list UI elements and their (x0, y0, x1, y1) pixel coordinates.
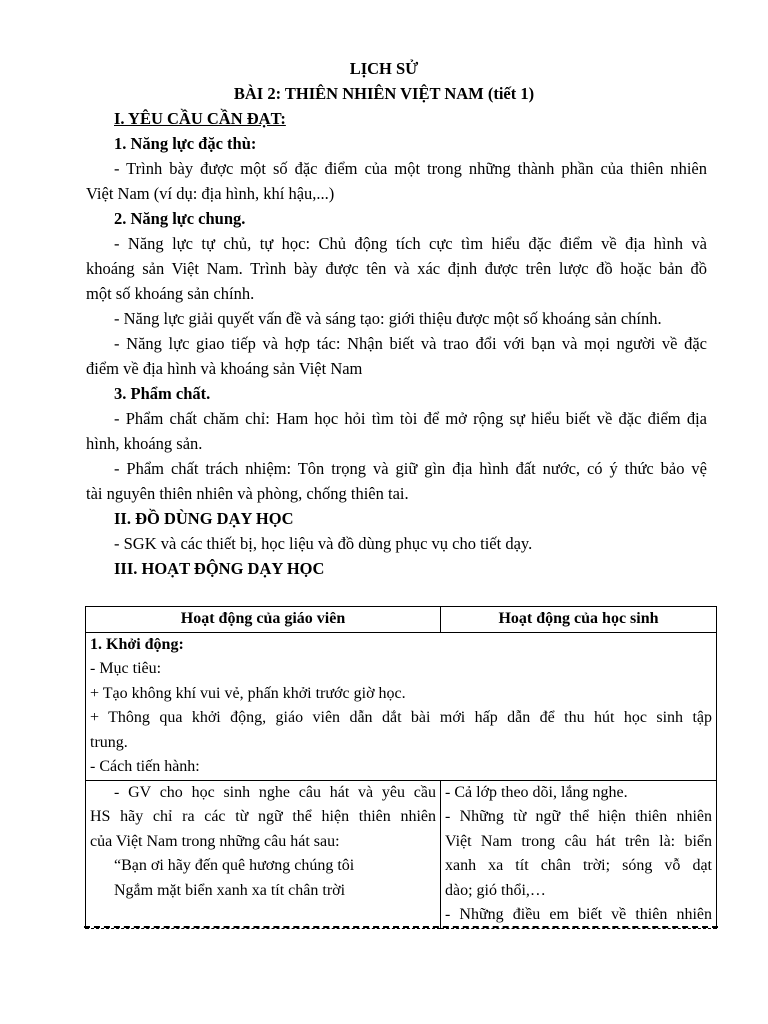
cell-line: - Những điều em biết về thiên nhiên (445, 906, 712, 923)
paragraph-line: hình, khoáng sản. (86, 434, 203, 453)
table-row (86, 780, 717, 928)
qualities-heading: 3. Phẩm chất. (114, 384, 211, 403)
teaching-activities-heading: III. HOẠT ĐỘNG DẠY HỌC (114, 559, 325, 578)
paragraph-line: - Phẩm chất chăm chỉ: Ham học hỏi tìm tòi để mở rộng sự hiểu biết về đặc điểm địa (114, 409, 707, 428)
paragraph-line: một số khoáng sản chính. (86, 284, 255, 303)
cell-line: - GV cho học sinh nghe câu hát và yêu cầu (114, 783, 436, 801)
paragraph-line: - SGK và các thiết bị, học liệu và đồ dùng phục vụ cho tiết dạy. (114, 534, 533, 553)
lesson-title: BÀI 2: THIÊN NHIÊN VIỆT NAM (tiết 1) (233, 84, 535, 103)
paragraph-line: - Năng lực giải quyết vấn đề và sáng tạo: giới thiệu được một số khoáng sản chính. (114, 309, 662, 328)
cell-line: trung. (90, 733, 128, 751)
warmup-heading: 1. Khởi động: (90, 635, 184, 653)
cell-line: - Những từ ngữ thể hiện thiên nhiên (445, 808, 712, 825)
teacher-activity-cell (86, 780, 441, 928)
page-cut-divider (84, 926, 718, 928)
teacher-column-header: Hoạt động của giáo viên (86, 607, 441, 633)
cell-line: Việt Nam trong câu hát trên là: biển (445, 832, 712, 850)
cell-line: + Tạo không khí vui vẻ, phấn khởi trước giờ học. (90, 684, 406, 702)
cell-line: HS hãy chỉ ra các từ ngữ thể hiện thiên nhiên (90, 808, 436, 825)
paragraph-line: - Phẩm chất trách nhiệm: Tôn trọng và giữ gìn địa hình đất nước, có ý thức bảo vệ (114, 459, 707, 478)
student-activity-cell (441, 780, 717, 928)
specific-competence-heading: 1. Năng lực đặc thù: (114, 134, 257, 153)
cell-line: - Cách tiến hành: (90, 758, 200, 775)
cell-line: xanh xa tít chân trời; sóng vỗ dạt (445, 857, 712, 874)
paragraph-line: tài nguyên thiên nhiên và phòng, chống thiên tai. (86, 484, 409, 503)
activities-table (85, 606, 717, 929)
cell-line: dào; gió thổi,… (445, 881, 546, 899)
cell-line: - Cả lớp theo dõi, lắng nghe. (445, 783, 628, 801)
section-requirements-heading: I. YÊU CẦU CẦN ĐẠT: (114, 109, 286, 128)
paragraph-line: khoáng sản Việt Nam. Trình bày được tên và xác định được trên lược đồ hoặc bản đồ (86, 259, 707, 278)
song-lyric-line: “Bạn ơi hãy đến quê hương chúng tôi (114, 857, 355, 874)
paragraph-line: Việt Nam (ví dụ: địa hình, khí hậu,...) (86, 184, 335, 203)
paragraph-line: - Trình bày được một số đặc điểm của một trong những thành phần của thiên nhiên (114, 159, 707, 178)
subject-title: LỊCH SỬ (349, 59, 419, 78)
teaching-materials-heading: II. ĐỒ DÙNG DẠY HỌC (114, 509, 294, 528)
paragraph-line: - Năng lực giao tiếp và hợp tác: Nhận biết và trao đổi với bạn và mọi người về đặc (114, 334, 707, 353)
cell-line: + Thông qua khởi động, giáo viên dẫn dắt bài mới hấp dẫn để thu hút học sinh tập (90, 709, 712, 726)
cell-line: của Việt Nam trong những câu hát sau: (90, 832, 340, 850)
table-row (86, 632, 717, 780)
table-header-row (86, 607, 717, 633)
paragraph-line: - Năng lực tự chủ, tự học: Chủ động tích cực tìm hiểu đặc điểm về địa hình và (114, 234, 707, 253)
student-column-header: Hoạt động của học sinh (441, 607, 717, 633)
paragraph-line: điểm về địa hình và khoáng sản Việt Nam (86, 359, 363, 378)
song-lyric-line: Ngắm mặt biển xanh xa tít chân trời (114, 881, 346, 899)
general-competence-heading: 2. Năng lực chung. (114, 209, 246, 228)
warmup-cell (86, 632, 717, 780)
cell-line: - Mục tiêu: (90, 660, 162, 677)
